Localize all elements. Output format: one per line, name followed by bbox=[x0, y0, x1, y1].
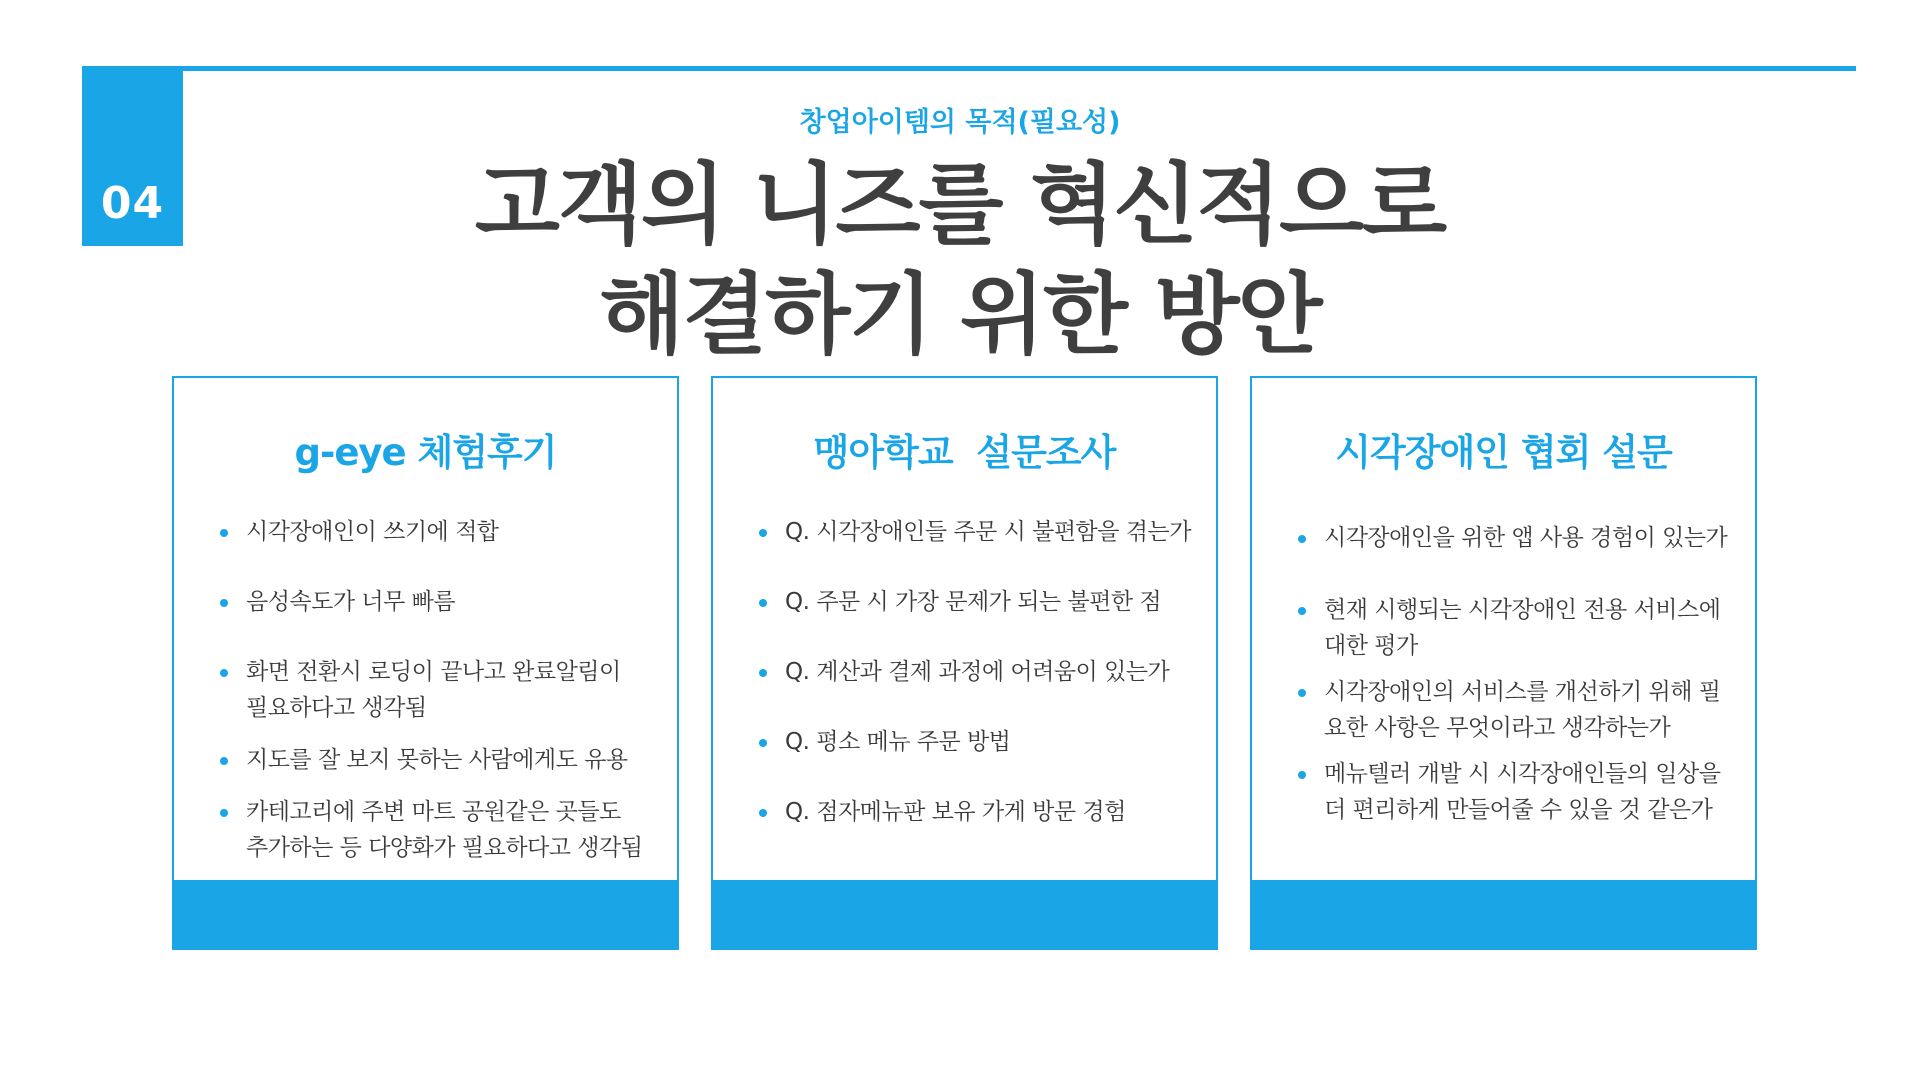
card-title: 시각장애인 협회 설문 bbox=[1335, 431, 1672, 474]
bullet-icon bbox=[1298, 535, 1306, 543]
bullet-icon bbox=[1298, 689, 1306, 697]
top-accent-line bbox=[82, 66, 1856, 71]
bullet-icon bbox=[759, 669, 767, 677]
bullet-icon bbox=[220, 757, 228, 765]
list-item: Q. 평소 메뉴 주문 방법 bbox=[757, 724, 1204, 760]
title-line-1: 고객의 니즈를 혁신적으로 bbox=[474, 153, 1446, 256]
list-item: 시각장애인이 쓰기에 적합 bbox=[218, 514, 665, 550]
bullet-icon bbox=[220, 599, 228, 607]
list-item: Q. 주문 시 가장 문제가 되는 불편한 점 bbox=[757, 584, 1204, 620]
card-footer-bar bbox=[711, 880, 1218, 950]
list-item: 메뉴텔러 개발 시 시각장애인들의 일상을 더 편리하게 만들어줄 수 있을 것 같은가 bbox=[1296, 756, 1743, 828]
bullet-icon bbox=[759, 529, 767, 537]
list-item: 시각장애인의 서비스를 개선하기 위해 필 요한 사항은 무엇이라고 생각하는가 bbox=[1296, 674, 1743, 746]
card-school-survey bbox=[711, 376, 1218, 950]
card-association-survey bbox=[1250, 376, 1757, 950]
list-item: 음성속도가 너무 빠름 bbox=[218, 584, 665, 620]
section-number: 04 bbox=[100, 178, 165, 229]
card-g-eye-review bbox=[172, 376, 679, 950]
list-item: Q. 시각장애인들 주문 시 불편함을 겪는가 bbox=[757, 514, 1204, 550]
list-item: 카테고리에 주변 마트 공원같은 곳들도 추가하는 등 다양화가 필요하다고 생각됨 bbox=[218, 794, 665, 866]
list-item: 지도를 잘 보지 못하는 사람에게도 유용 bbox=[218, 742, 665, 778]
card-title: g-eye 체험후기 bbox=[294, 431, 557, 474]
list-item: Q. 계산과 결제 과정에 어려움이 있는가 bbox=[757, 654, 1204, 690]
bullet-icon bbox=[220, 809, 228, 817]
list-item: 화면 전환시 로딩이 끝나고 완료알림이 필요하다고 생각됨 bbox=[218, 654, 665, 726]
bullet-icon bbox=[759, 599, 767, 607]
bullet-icon bbox=[220, 529, 228, 537]
list-item: 현재 시행되는 시각장애인 전용 서비스에 대한 평가 bbox=[1296, 592, 1743, 664]
slide-title bbox=[0, 150, 1920, 370]
list-item: 시각장애인을 위한 앱 사용 경험이 있는가 bbox=[1296, 520, 1743, 556]
card-title: 맹아학교 설문조사 bbox=[813, 431, 1116, 474]
slide-subtitle: 창업아이템의 목적(필요성) bbox=[799, 107, 1121, 138]
title-line-2: 해결하기 위한 방안 bbox=[599, 263, 1321, 366]
bullet-icon bbox=[1298, 771, 1306, 779]
list-item: Q. 점자메뉴판 보유 가게 방문 경험 bbox=[757, 794, 1204, 830]
card-footer-bar bbox=[1250, 880, 1757, 950]
card-footer-bar bbox=[172, 880, 679, 950]
bullet-icon bbox=[220, 669, 228, 677]
bullet-icon bbox=[759, 739, 767, 747]
bullet-icon bbox=[1298, 607, 1306, 615]
bullet-icon bbox=[759, 809, 767, 817]
